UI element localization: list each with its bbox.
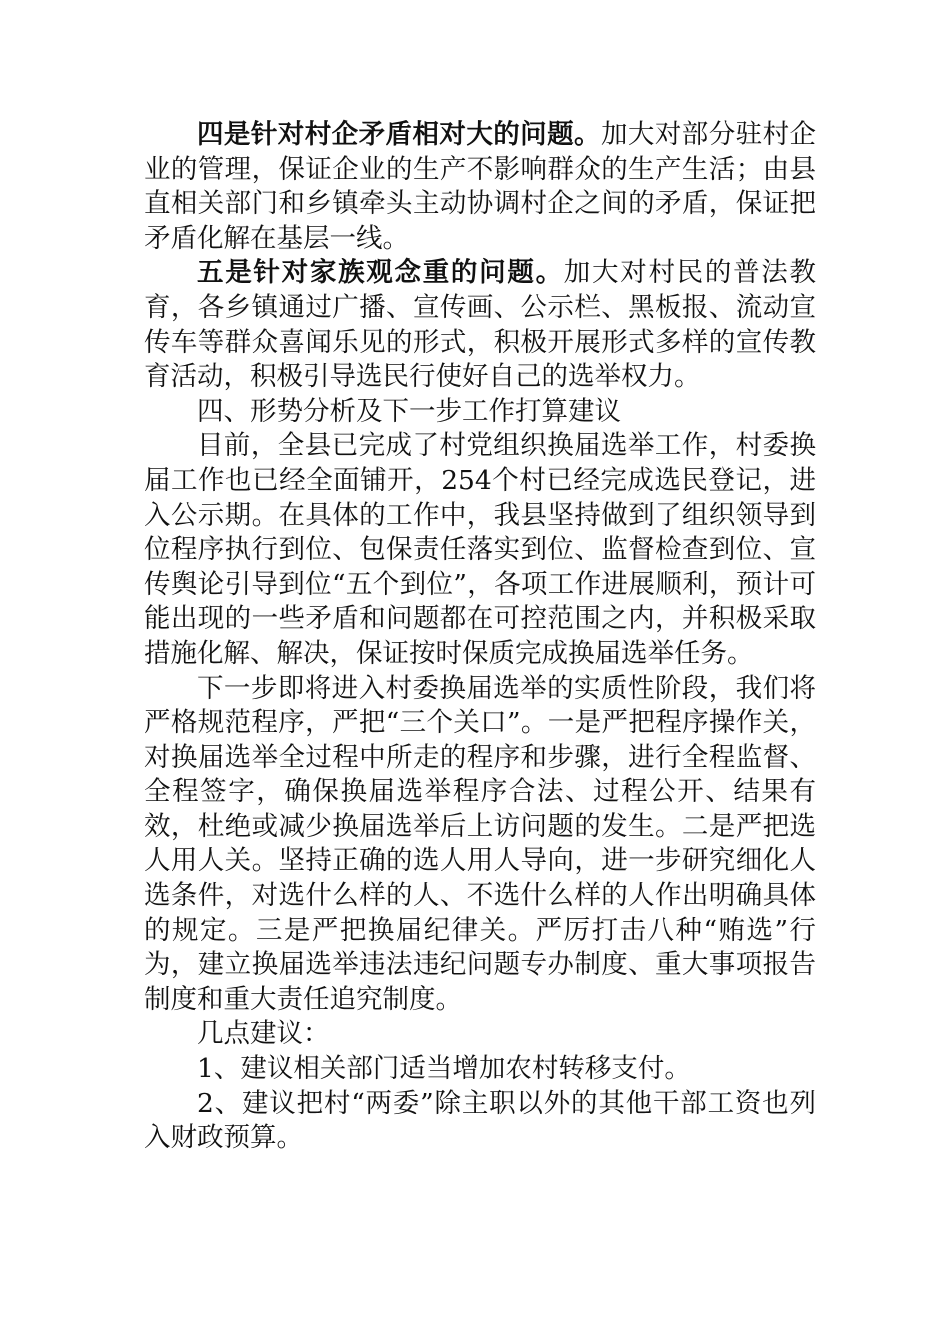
- paragraph-next-steps: [144, 672, 816, 1018]
- paragraph-lead: 五是针对家族观念重的问题。: [197, 257, 564, 289]
- document-body: [144, 118, 816, 1156]
- paragraph-text: 下一步即将进入村委换届选举的实质性阶段，我们将严格规范程序，严把“三个关口”。一是严把程序操作关，对换届选举全过程中所走的程序和步骤，进行全程监督、全程签字，确保换届选举程序合法、过程公开、结果有效，杜绝或减少换届选举后上访问题的发生。二是严把选人用人关。坚持正确的选人用人导向，进一步研究细化人选条件，对选什么样的人、不选什么样的人作出明确具体的规定。三是严把换届纪律关。严厉打击八种“贿选”行为，建立换届选举违法违纪问题专办制度、重大事项报告制度和重大责任追究制度。: [144, 672, 816, 1015]
- suggestion-item-2: [144, 1087, 816, 1156]
- suggestions-heading: [144, 1017, 816, 1052]
- suggestion-text: 2、建议把村“两委”除主职以外的其他干部工资也列入财政预算。: [144, 1087, 816, 1154]
- paragraph-text: 加大对部分驻村企业的管理，保证企业的生产不影响群众的生产生活；由县直相关部门和乡镇牵头主动协调村企之间的矛盾，保证把矛盾化解在基层一线。: [144, 119, 817, 254]
- section-heading: [144, 395, 816, 430]
- suggestions-heading-text: 几点建议：: [197, 1018, 330, 1050]
- suggestion-text: 1、建议相关部门适当增加农村转移支付。: [197, 1053, 691, 1085]
- paragraph-village-enterprise: [144, 118, 816, 256]
- paragraph-current-status: [144, 429, 816, 671]
- paragraph-text: 目前，全县已完成了村党组织换届选举工作，村委换届工作也已经全面铺开，254个村已经完成选民登记，进入公示期。在具体的工作中，我县坚持做到了组织领导到位程序执行到位、包保责任落实到位、监督检查到位、宣传舆论引导到位“五个到位”，各项工作进展顺利，预计可能出现的一些矛盾和问题都在可控范围之内，并积极采取措施化解、解决，保证按时保质完成换届选举任务。: [144, 430, 816, 669]
- paragraph-text: 加大对村民的普法教育，各乡镇通过广播、宣传画、公示栏、黑板报、流动宣传车等群众喜闻乐见的形式，积极开展形式多样的宣传教育活动，积极引导选民行使好自己的选举权力。: [144, 257, 817, 393]
- paragraph-clan-concept: [144, 256, 816, 394]
- section-heading-text: 四、形势分析及下一步工作打算建议: [197, 395, 621, 427]
- paragraph-lead: 四是针对村企矛盾相对大的问题。: [197, 119, 601, 150]
- suggestion-item-1: [144, 1052, 816, 1087]
